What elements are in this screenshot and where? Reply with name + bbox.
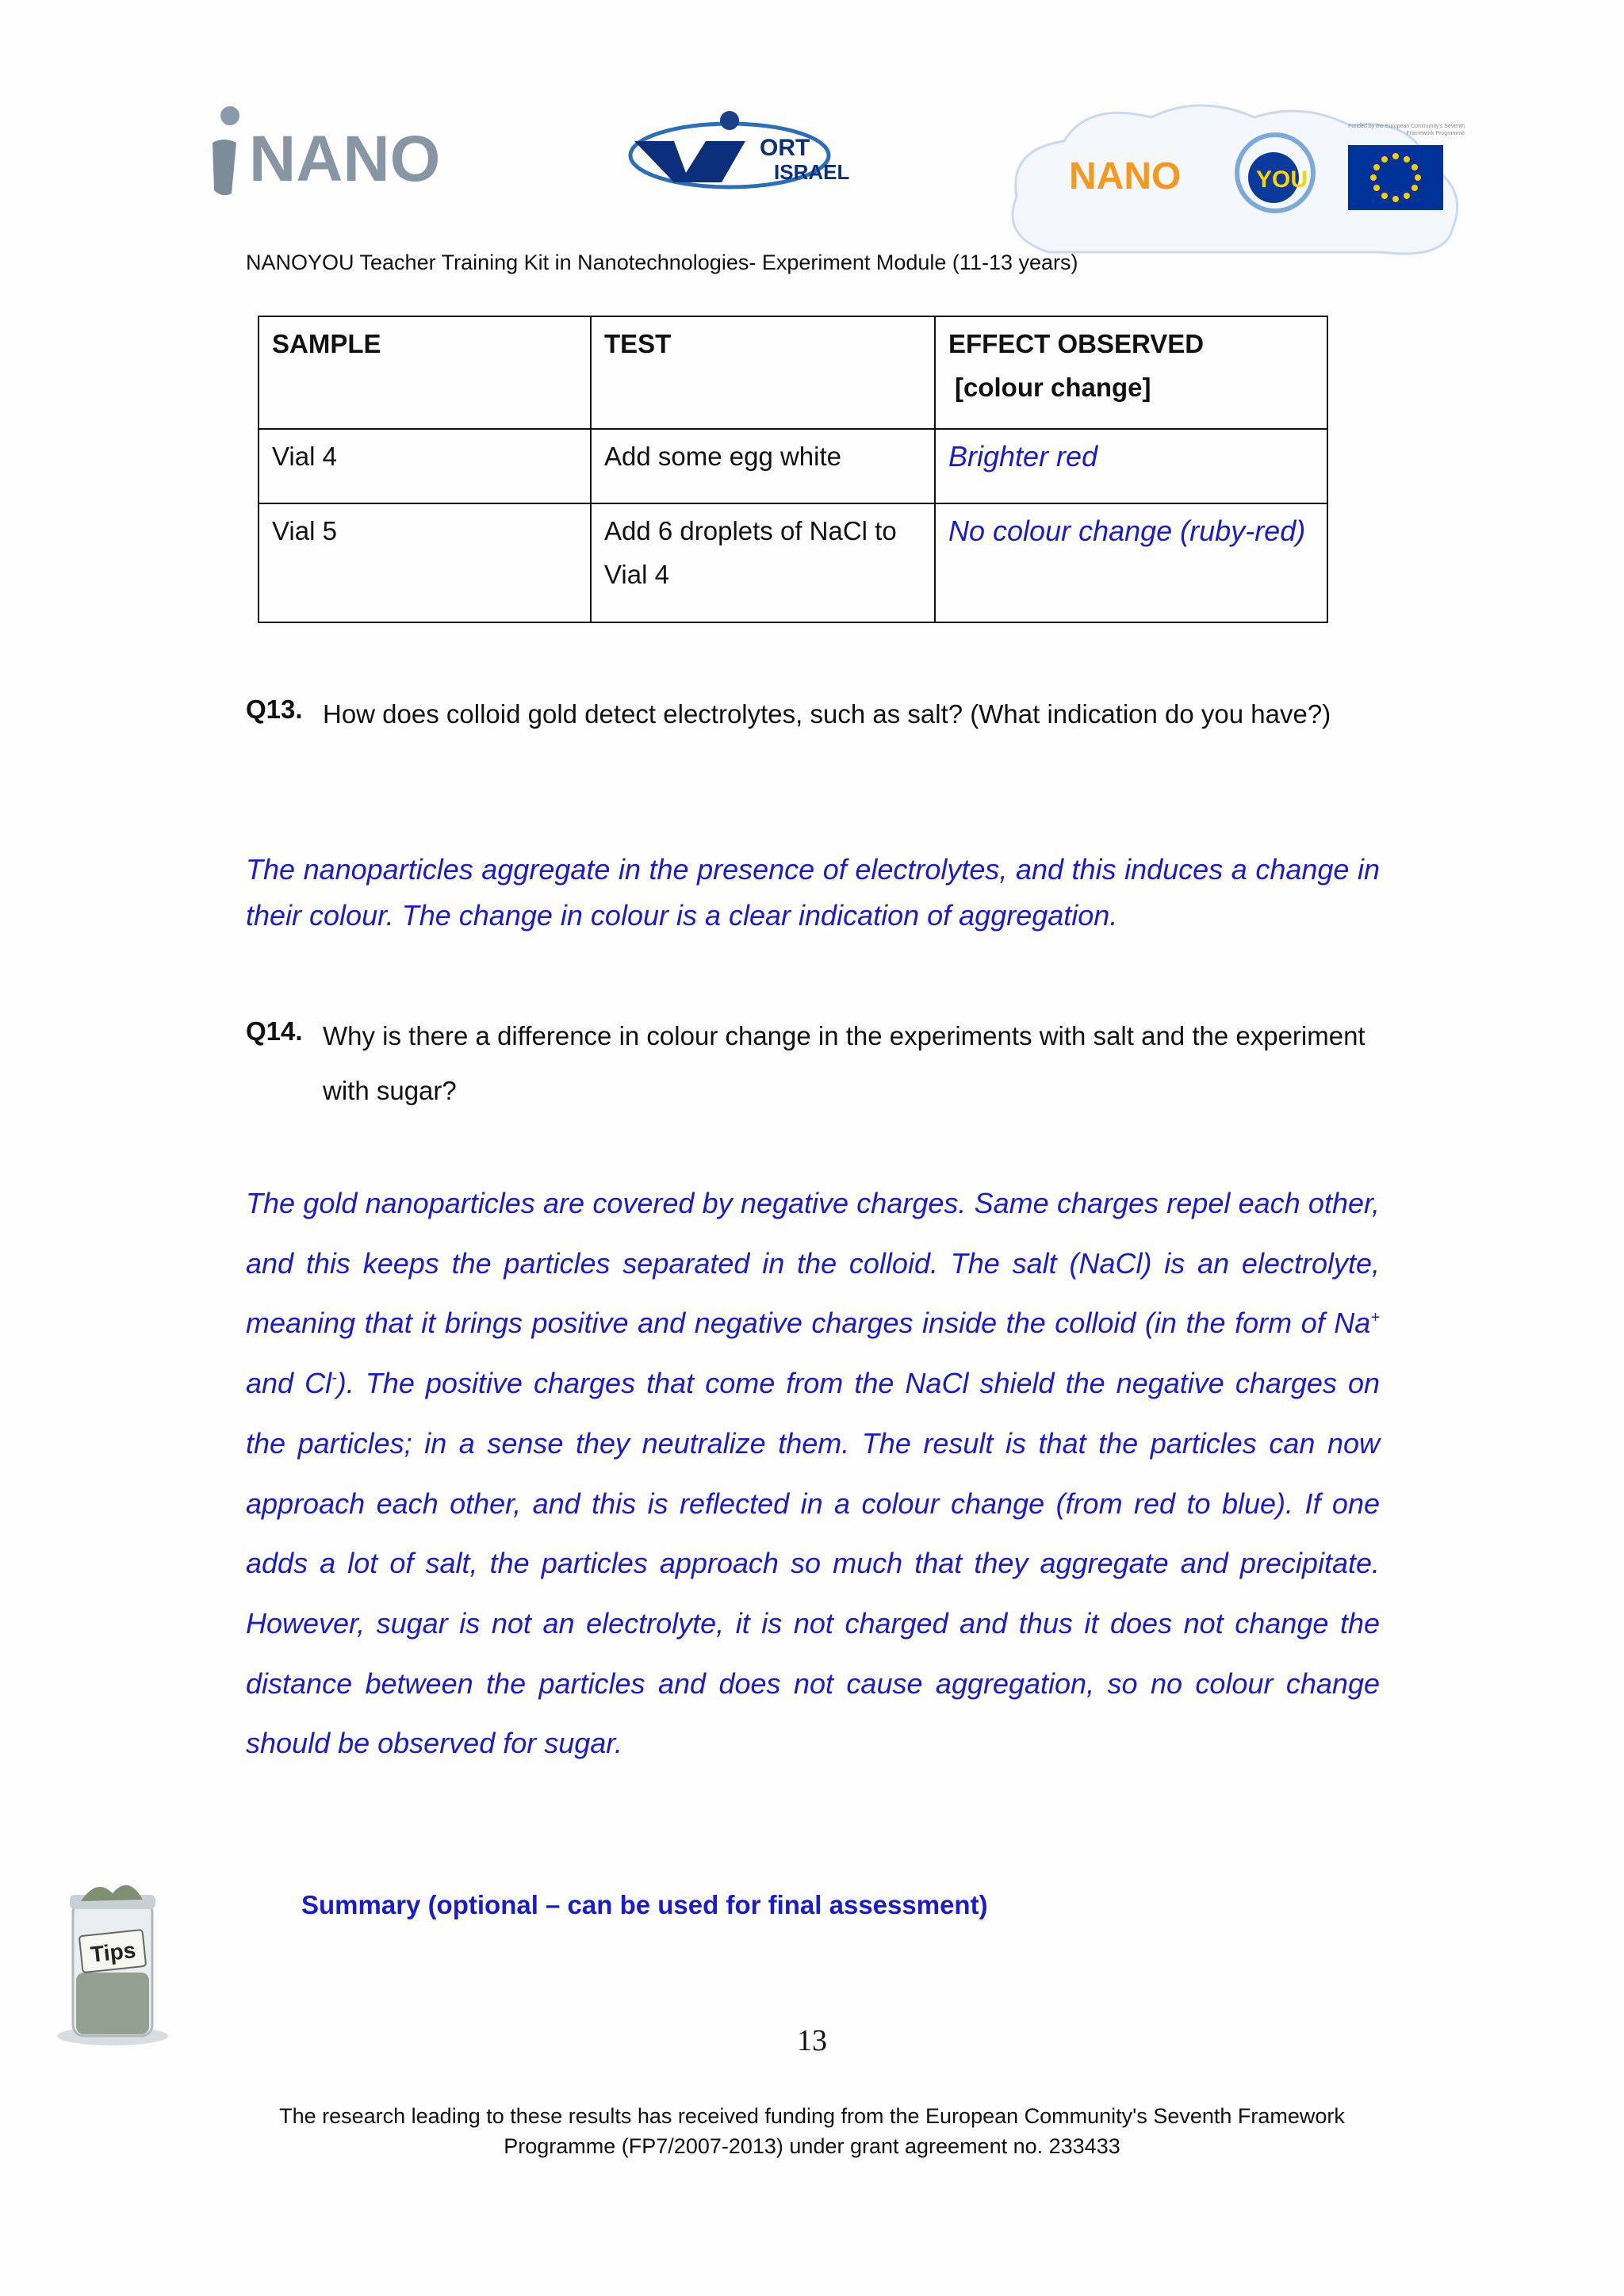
cell-test: Add 6 droplets of NaCl to Vial 4	[591, 503, 935, 622]
inano-logo	[208, 101, 469, 205]
page-number: 13	[797, 2024, 827, 2057]
table-header-row	[259, 316, 1327, 429]
cell-sample: Vial 5	[259, 503, 591, 622]
answer-part: ). The positive charges that come from the NaCl shield the negative charges on the particles; in a sense they neutralize them. The result is that the particles can now approach each other, and this is reflected in a colour change (from red to blue). If one adds a lot of salt, the particles approach so much that they aggregate and precipitate. However, sugar is not an electrolyte, it is not charged and thus it does not change the distance between the particles and does not cause aggregation, so no colour change should be observed for sugar.	[246, 1367, 1381, 1760]
ort-israel-logo	[626, 109, 864, 197]
cell-effect: Brighter red	[935, 429, 1327, 503]
summary-heading: Summary (optional – can be used for final assessment)	[301, 1890, 988, 1919]
table-row	[259, 429, 1327, 503]
header-effect-line1: EFFECT OBSERVED	[948, 329, 1205, 358]
table-row	[259, 503, 1327, 622]
superscript-minus: -	[331, 1369, 337, 1387]
svg-text:Tips: Tips	[89, 1938, 137, 1967]
header-effect-line2: [colour change]	[955, 373, 1151, 402]
observation-table	[258, 316, 1328, 623]
footer-line: Programme (FP7/2007-2013) under grant agreement no. 233433	[504, 2134, 1120, 2158]
funding-footer	[0, 2101, 1624, 2161]
superscript-plus: +	[1370, 1309, 1380, 1327]
question-label: Q13.	[246, 695, 303, 724]
svg-text:ORT: ORT	[760, 135, 810, 161]
question-label: Q14.	[246, 1016, 303, 1046]
question-text: Why is there a difference in colour change in the experiments with salt and the experiment with sugar?	[323, 1021, 1365, 1105]
svg-text:ISRAEL: ISRAEL	[774, 160, 850, 184]
header-effect	[935, 316, 1327, 429]
answer-text: The nanoparticles aggregate in the presence of electrolytes, and this induces a change in their colour. The change in colour is a clear indication of aggregation.	[246, 853, 1380, 932]
nanoyou-logo	[1069, 125, 1323, 220]
header-sample: SAMPLE	[259, 316, 591, 429]
eu-funding-caption: Funded by the European Community's Seventh Framework Programme	[1348, 124, 1465, 136]
answer-part: The gold nanoparticles are covered by negative charges. Same charges repel each other, and this keeps the particles separated in the colloid. The salt (NaCl) is an electrolyte, meaning that it brings positive and negative charges inside the colloid (in the form of Na	[246, 1187, 1380, 1340]
answer-text	[246, 1173, 1380, 1774]
document-title: NANOYOU Teacher Training Kit in Nanotechnologies- Experiment Module (11-13 years)	[246, 251, 1078, 274]
header-test: TEST	[591, 316, 935, 429]
footer-line: The research leading to these results has received funding from the European Community's Seventh Framework	[279, 2104, 1345, 2128]
cell-effect: No colour change (ruby-red)	[935, 503, 1327, 622]
eu-flag-icon	[1348, 145, 1443, 210]
cell-sample: Vial 4	[259, 429, 591, 503]
cell-test: Add some egg white	[591, 429, 935, 503]
svg-text:YOU: YOU	[1256, 166, 1308, 193]
svg-text:NANO: NANO	[249, 123, 441, 195]
question-text: How does colloid gold detect electrolytes, such as salt? (What indication do you have?)	[323, 699, 1331, 729]
svg-text:NANO: NANO	[1069, 155, 1182, 197]
answer-part: and Cl	[246, 1367, 332, 1400]
